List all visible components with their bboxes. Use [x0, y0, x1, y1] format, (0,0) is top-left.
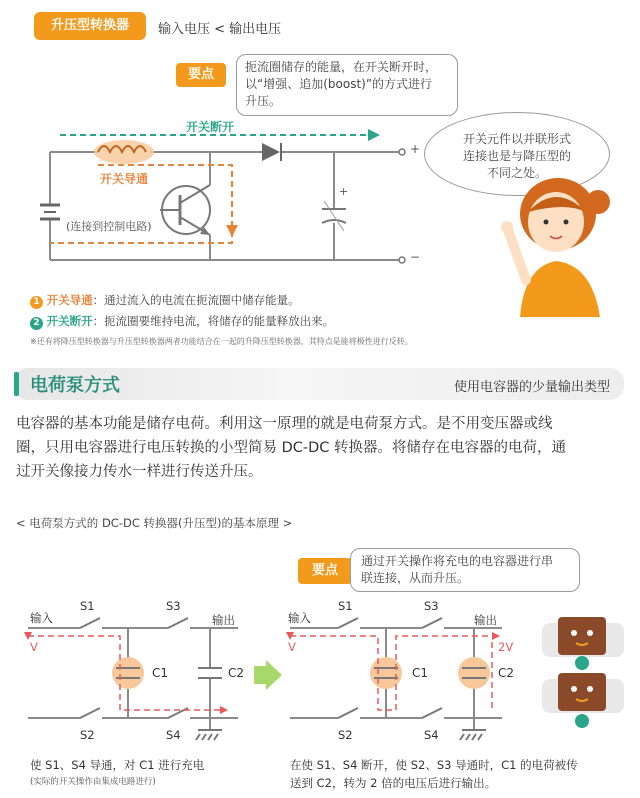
left-caption-note: (实际的开关操作由集成电路进行) [30, 777, 156, 787]
switch-off-label: 开关断开 [186, 120, 235, 134]
keypoint-text: 通过开关操作将充电的电容器进行串 [361, 554, 554, 568]
speech-text: 开关元件以并联形式 [462, 132, 571, 146]
ground-icon [460, 730, 486, 740]
left-s3-label: S3 [166, 599, 181, 613]
control-label: (连接到控制电路) [66, 220, 152, 233]
boost-circuit-diagram [0, 115, 420, 275]
keypoint-badge-2: 要点 [298, 558, 352, 584]
capacitor-c2-icon [198, 668, 222, 678]
capacitor-c1-icon [370, 657, 402, 689]
right-s3-label: S3 [424, 599, 439, 613]
right-s2-label: S2 [338, 728, 353, 742]
legend-number-badge: 1 [30, 296, 43, 309]
right-c2-label: C2 [498, 666, 515, 680]
paragraph-line: 圈，只用电容器进行电压转换的小型简易 DC-DC 转换器。将储存在电容器的电荷，通 [16, 440, 567, 456]
left-c1-label: C1 [152, 666, 169, 680]
legend-item-1 [30, 292, 300, 309]
switch-s2 [338, 708, 358, 718]
speech-text: 不同之处。 [486, 166, 547, 180]
switch-s2 [80, 708, 100, 718]
diode-icon [262, 143, 281, 161]
left-s2-label: S2 [80, 728, 95, 742]
keypoint-bubble-1 [236, 54, 458, 116]
keypoint-badge-1: 要点 [176, 63, 226, 87]
legend-item-2 [30, 313, 334, 330]
legend-number-badge: 2 [30, 317, 43, 330]
paragraph-line: 电容器的基本功能是储存电荷。利用这一原理的就是电荷泵方式。是不用变压器或线 [16, 416, 553, 432]
switch-on-label: 开关导通 [100, 172, 149, 186]
switch-s3 [422, 618, 442, 628]
switch-s3 [168, 618, 188, 628]
paragraph-line: 过开关像接力传水一样进行传送升压。 [16, 464, 263, 480]
keypoint-text: 联连接，从而升压。 [361, 571, 470, 585]
speech-text: 连接也是与降压型的 [462, 149, 571, 163]
legend-text: ：扼流圈要维持电流，将储存的能量释放出来。 [92, 314, 335, 328]
right-caption: 在使 S1、S4 断开，使 S2、S3 导通时，C1 的电荷被传 [290, 758, 578, 772]
switch-s4 [422, 708, 442, 718]
left-input-label: 输入 [30, 611, 53, 625]
right-s1-label: S1 [338, 599, 353, 613]
switch-s1 [80, 618, 100, 628]
body-paragraph [16, 412, 628, 484]
right-input-label: 输入 [288, 611, 311, 625]
right-2v-label: 2V [498, 640, 514, 654]
keypoint-text: 升压。 [245, 94, 282, 108]
transistor-icon [160, 185, 210, 235]
legend-title: 开关断开 [46, 314, 93, 328]
ground-icon [196, 730, 222, 740]
left-output-label: 输出 [212, 613, 235, 627]
keypoint-text: 扼流圈储存的能量，在开关断开时， [245, 60, 438, 74]
converter-type-badge: 升压型转换器 [34, 12, 146, 40]
output-minus: − [410, 250, 421, 264]
left-v-label: V [30, 640, 38, 654]
right-output-label: 输出 [474, 613, 497, 627]
left-caption: 使 S1、S4 导通，对 C1 进行充电 [30, 758, 205, 772]
transition-arrow-icon [254, 660, 282, 690]
capacitor-c1-icon [112, 657, 144, 689]
section-title: 电荷泵方式 [30, 375, 120, 396]
inductor-icon [94, 140, 154, 164]
right-v-label: V [288, 640, 296, 654]
left-c2-label: C2 [228, 666, 245, 680]
left-s4-label: S4 [166, 728, 181, 742]
right-caption-2: 送到 C2，转为 2 倍的电压后进行输出。 [290, 776, 497, 790]
left-s1-label: S1 [80, 599, 95, 613]
capacitor-c2-icon [458, 657, 490, 689]
girl-illustration [480, 172, 630, 317]
section-header-bar [14, 368, 624, 400]
right-c1-label: C1 [412, 666, 429, 680]
switch-s1 [338, 618, 358, 628]
keypoint-text: 以“增强、追加(boost)”的方式进行 [245, 77, 433, 91]
legend-title: 开关导通 [46, 293, 93, 307]
footnote: ※还有将降压型转换器与升压型转换器两者功能结合在一起的升降压型转换器，其特点是能将极性进行反转。 [30, 337, 413, 346]
keypoint-bubble-2 [350, 548, 580, 592]
voltage-relation: 输入电压 < 输出电压 [158, 22, 282, 37]
capacitor-characters-illustration [538, 615, 628, 735]
legend-text: ：通过流入的电流在扼流圈中储存能量。 [92, 293, 300, 307]
diagram-caption: < 电荷泵方式的 DC-DC 转换器(升压型)的基本原理 > [16, 516, 293, 530]
right-s4-label: S4 [424, 728, 439, 742]
output-plus: + [410, 142, 421, 156]
capacitor-plus: + [339, 185, 349, 198]
section-subtitle: 使用电容器的少量输出类型 [453, 380, 610, 395]
battery-icon [40, 205, 60, 219]
section-accent [14, 372, 19, 396]
